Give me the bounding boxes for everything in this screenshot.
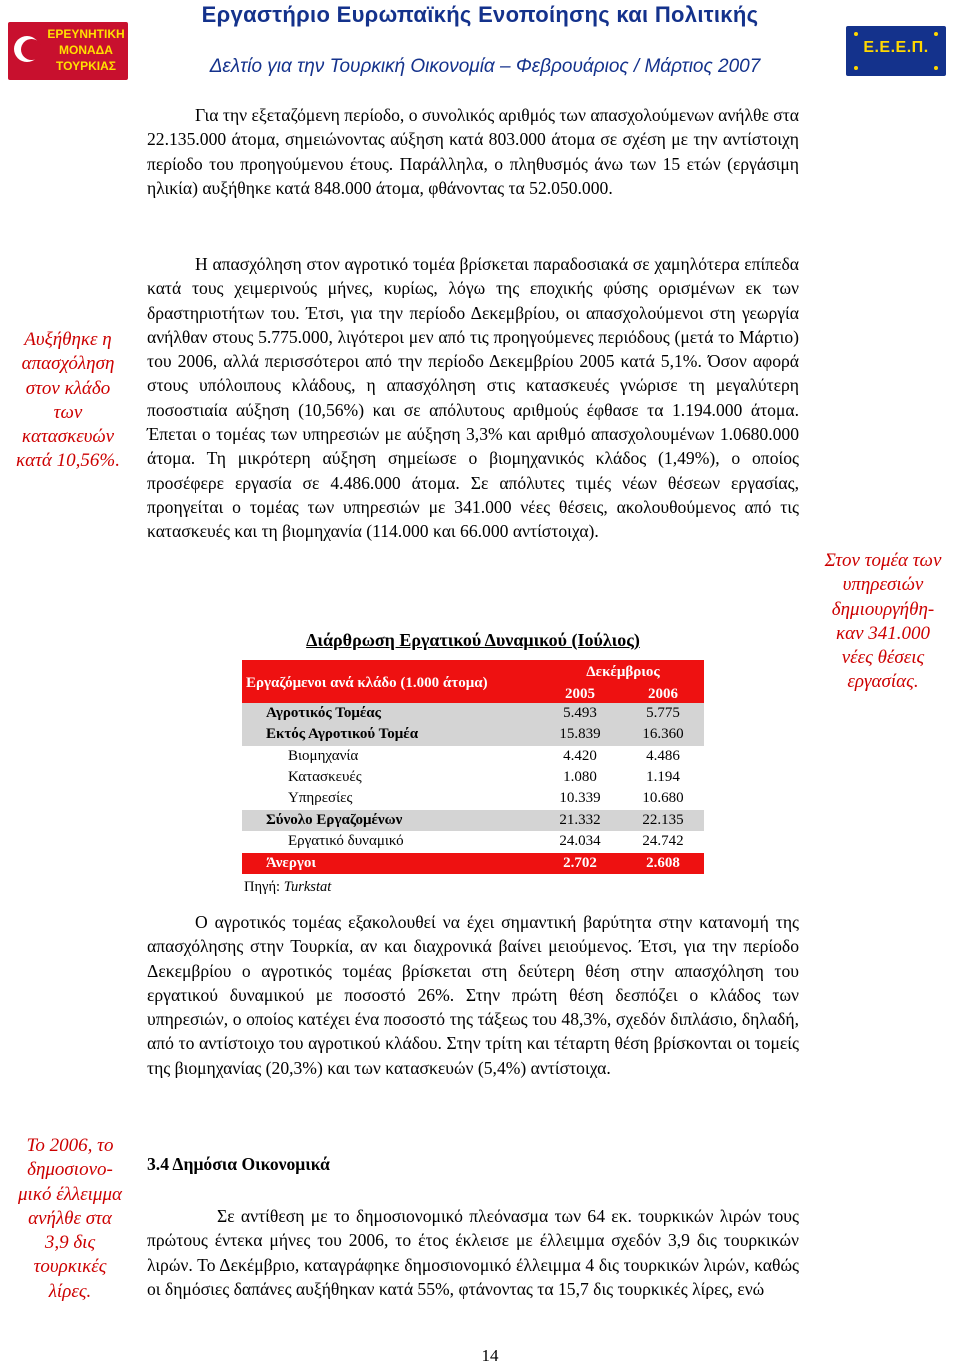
logo-line-1: ΕΡΕΥΝΗΤΙΚΗ (47, 27, 125, 41)
table-row (242, 767, 704, 788)
header-year-2006: 2006 (648, 686, 678, 702)
cell-2006: 24.742 (642, 833, 684, 850)
row-label: Εργατικό δυναμικό (288, 833, 404, 850)
note-line: Στον τομέα των (824, 550, 942, 571)
note-line: των (53, 401, 83, 423)
cell-2005: 2.702 (563, 854, 597, 871)
table-row (242, 703, 704, 724)
cell-2005: 5.493 (563, 704, 597, 721)
row-label: Κατασκευές (288, 768, 362, 785)
paragraph-public-finance: Σε αντίθεση με το δημοσιονομικό πλεόνασμα των 64 εκ. τουρκικών λιρών τους πρώτους έντεκα μήνες του 2006, το έτος έκλεισε με έλλειμμα σχεδόν 3,9 δις τουρκικών λιρών. Το Δεκέμβριο, καταγράφηκε δημοσιονομικό έλλειμμα 4 δις τουρκικών λιρών, καθώς οι δημόσιες δαπάνες αυξήθηκαν κατά 55%, φτάνοντας τα 15,7 δις τουρκικές λίρες, ενώ (147, 1206, 799, 1299)
table-source (244, 879, 331, 896)
cell-2005: 24.034 (559, 833, 601, 850)
cell-2006: 10.680 (642, 790, 684, 807)
note-line: δημοσιονο- (27, 1159, 113, 1181)
ermt-logo (8, 22, 128, 80)
cell-2005: 4.420 (563, 747, 597, 764)
note-line: δημιουργήθη- (831, 598, 935, 620)
page-number: 14 (481, 1346, 499, 1365)
cell-2005: 15.839 (559, 726, 601, 743)
table-header (242, 660, 704, 703)
table-row (242, 746, 704, 767)
header-subtitle: Δελτίο για την Τουρκική Οικονομία – Φεβρουάριος / Μάρτιος 2007 (209, 56, 761, 77)
paragraph-agriculture: Η απασχόληση στον αγροτικό τομέα βρίσκεται παραδοσιακά σε χαμηλότερα επίπεδα κατά τους χειμερινούς μήνες, κυρίως, λόγω της εποχικής φύσης ορισμένων εκ των δραστηριοτήτων του. Έτσι, για την περίοδο Δεκεμβρίου, οι απασχολούμενοι στη γεωργία ανήλθαν στους 5.775.000, λιγότεροι μεν από τις προηγούμενες περιόδους (μετά το Μάρτιο) του 2006, αλλά περισσότεροι από την περίοδο Δεκεμβρίου 2005 κατά 5,1%. Όσον αφορά στους υπόλοιπους κλάδους, η απασχόληση στις κατασκευές γνώρισε τη μεγαλύτερη ποσοστιαία αύξηση (10,56%) και σε απόλυτους αριθμούς έφθασε τα 1.194.000 άτομα. Έπεται ο τομέας των υπηρεσιών με αύξηση 3,3% και αριθμό απασχολουμένων 1.0680.000 άτομα. Τη μικρότερη αύξηση σημείωσε ο βιομηχανικός κλάδος (1,49%), ο οποίος προσέφερε εργασία σε 4.486.000 άτομα. Σε απόλυτες τιμές νέων θέσεων εργασίας, προηγείται ο τομέας των υπηρεσιών με 341.000 νέες θέσεις, ακολουθούμενος από τις κατασκευές και τη βιομηχανία (114.000 και 66.000 αντίστοιχα). (147, 254, 799, 542)
note-line: καν 341.000 (835, 622, 931, 644)
table-title: Διάρθρωση Εργατικού Δυναμικού (Ιούλιος) (306, 630, 640, 650)
labour-force-table (242, 660, 704, 874)
cell-2006: 4.486 (646, 747, 680, 764)
eeep-logo-text: Ε.Ε.Ε.Π. (863, 39, 929, 56)
note-line: στον κλάδο (25, 377, 111, 399)
cell-2006: 16.360 (642, 726, 684, 743)
cell-2005: 21.332 (559, 811, 601, 828)
section-title: 3.4 Δημόσια Οικονομικά (147, 1154, 330, 1174)
row-label: Σύνολο Εργαζομένων (266, 811, 403, 828)
source-value: Turkstat (283, 879, 332, 895)
cell-2005: 10.339 (559, 790, 601, 807)
row-label: Βιομηχανία (288, 747, 359, 764)
cell-2006: 22.135 (642, 811, 684, 828)
note-line: μικό έλλειμμα (18, 1183, 122, 1205)
source-label: Πηγή: (244, 879, 281, 895)
cell-2005: 1.080 (563, 768, 597, 785)
note-line: τουρκικές (33, 1256, 107, 1278)
table-row (242, 724, 704, 745)
header-year-2005: 2005 (565, 686, 595, 702)
cell-2006: 1.194 (646, 768, 680, 785)
table-row (242, 810, 704, 831)
note-line: λίρες. (48, 1280, 92, 1302)
note-line: κατασκευών (21, 426, 115, 448)
table-row (242, 788, 704, 809)
table-row (242, 853, 704, 874)
note-line: 3,9 δις (44, 1232, 96, 1254)
row-label: Αγροτικός Τομέας (266, 704, 381, 721)
star-icon (854, 32, 858, 36)
note-line: ανήλθε στα (28, 1207, 112, 1229)
star-icon (934, 32, 938, 36)
margin-note-construction (2, 328, 134, 474)
cell-2006: 5.775 (646, 704, 680, 721)
eeep-logo (846, 26, 946, 76)
note-line: υπηρεσιών (842, 574, 924, 596)
paragraph-sectors: Ο αγροτικός τομέας εξακολουθεί να έχει σημαντική βαρύτητα στην κατανομή της απασχόλησης στην Τουρκία, αν και διαχρονικά βαίνει μειούμενος. Έτσι, για την περίοδο Δεκεμβρίου ο αγροτικός τομέας βρίσκεται στη δεύτερη θέση στην απασχόληση του εργατικού δυναμικού με ποσοστό 26%. Στην πρώτη θέση δεσπόζει ο κλάδος των υπηρεσιών, ο οποίος κατέχει ένα ποσοστό της τάξεως του 48,3%, σχεδόν διπλάσιο, δηλαδή, από το αντίστοιχο του αγροτικού κλάδου. Στην τρίτη και τέταρτη θέση βρίσκονται οι τομείς της βιομηχανίας (20,3%) και των κατασκευών (5,4%) αντίστοιχα. (147, 912, 799, 1078)
table-row (242, 831, 704, 852)
paragraph-employment: Για την εξεταζόμενη περίοδο, ο συνολικός αριθμός των απασχολούμενων ανήλθε στα 22.135.000 άτομα, σημειώνοντας αύξηση κατά 803.000 άτομα σε σχέση με την αντίστοιχη περίοδο του προηγούμενου έτους. Παράλληλα, ο πληθυσμός άνω των 15 ετών (εργάσιμη ηλικία) αυξήθηκε κατά 848.000 άτομα, φθάνοντας τα 52.050.000. (147, 105, 799, 198)
margin-note-services (808, 549, 958, 695)
header-title: Εργαστήριο Ευρωπαϊκής Ενοποίησης και Πολιτικής (201, 2, 759, 27)
cell-2006: 2.608 (646, 854, 680, 871)
note-line: νέες θέσεις (841, 647, 925, 669)
logo-line-3: ΤΟΥΡΚΙΑΣ (56, 59, 116, 73)
header-label: Εργαζόμενοι ανά κλάδο (1.000 άτομα) (246, 675, 488, 691)
note-line: Το 2006, το (26, 1135, 114, 1156)
note-line: απασχόληση (21, 353, 115, 375)
header-month: Δεκέμβριος (586, 664, 660, 680)
note-line: κατά 10,56%. (16, 450, 120, 472)
logo-line-2: ΜΟΝΑΔΑ (59, 43, 113, 57)
row-label: Υπηρεσίες (288, 790, 353, 807)
row-label: Εκτός Αγροτικού Τομέα (266, 726, 419, 743)
note-line: εργασίας. (847, 671, 919, 693)
star-icon (854, 66, 858, 70)
row-label: Άνεργοι (266, 854, 317, 871)
star-icon (934, 66, 938, 70)
note-line: Αυξήθηκε η (24, 329, 112, 350)
margin-note-deficit (2, 1134, 138, 1304)
crescent-icon (14, 36, 40, 62)
